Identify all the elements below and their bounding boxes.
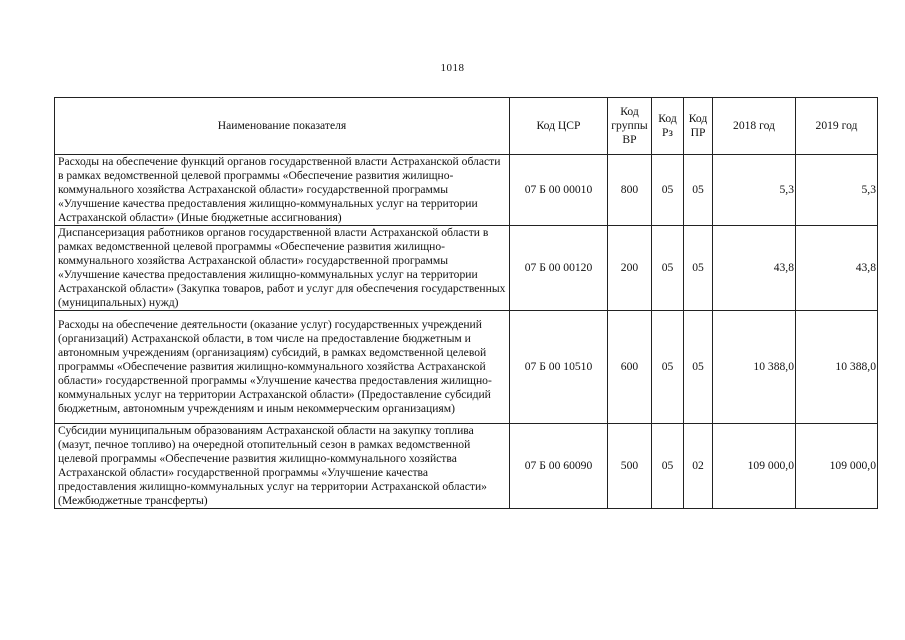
- row-amount-2018: 10 388,0: [713, 311, 796, 424]
- row-csr-code: 07 Б 00 00120: [510, 226, 608, 311]
- row-amount-2018: 43,8: [713, 226, 796, 311]
- row-pr-code: 05: [684, 155, 713, 226]
- row-rz-code: 05: [652, 424, 684, 509]
- row-csr-code: 07 Б 00 10510: [510, 311, 608, 424]
- row-amount-2019: 5,3: [796, 155, 878, 226]
- row-vr-code: 500: [608, 424, 652, 509]
- row-rz-code: 05: [652, 226, 684, 311]
- row-csr-code: 07 Б 00 00010: [510, 155, 608, 226]
- row-pr-code: 05: [684, 311, 713, 424]
- table-row: [55, 226, 878, 311]
- budget-table: [54, 97, 878, 509]
- row-vr-code: 600: [608, 311, 652, 424]
- table-row: [55, 155, 878, 226]
- table-row: [55, 424, 878, 509]
- row-amount-2019: 43,8: [796, 226, 878, 311]
- row-name: Субсидии муниципальным образованиям Астраханской области на закупку топлива (мазут, печное топливо) на очередной отопительный сезон в рамках ведомственной целевой программы «Обеспечение развития жилищно-коммунального хозяйства Астраханской области» государственной программы «Улучшение качества предоставления жилищно-коммунальных услуг на территории Астраханской области» (Межбюджетные трансферты): [55, 424, 510, 509]
- header-vr-code: Код группы ВР: [608, 98, 652, 155]
- table-row: [55, 311, 878, 424]
- row-amount-2019: 109 000,0: [796, 424, 878, 509]
- row-amount-2019: 10 388,0: [796, 311, 878, 424]
- table-header-row: [55, 98, 878, 155]
- row-amount-2018: 109 000,0: [713, 424, 796, 509]
- page-number: 1018: [440, 62, 465, 74]
- header-year-2019: 2019 год: [796, 98, 878, 155]
- header-rz-code: Код Рз: [652, 98, 684, 155]
- header-year-2018: 2018 год: [713, 98, 796, 155]
- row-name: Расходы на обеспечение деятельности (оказание услуг) государственных учреждений (организаций) Астраханской области, в том числе на предоставление бюджетным и автономным учреждениям (организациям) субсидий, в рамках ведомственной целевой программы «Обеспечение развития жилищно-коммунального хозяйства Астраханской области» государственной программы «Улучшение качества предоставления жилищно-коммунальных услуг на территории Астраханской области» (Предоставление субсидий бюджетным, автономным учреждениям и иным некоммерческим организациям): [55, 311, 510, 424]
- row-csr-code: 07 Б 00 60090: [510, 424, 608, 509]
- header-pr-code: Код ПР: [684, 98, 713, 155]
- header-name: Наименование показателя: [55, 98, 510, 155]
- row-name: Диспансеризация работников органов государственной власти Астраханской области в рамках ведомственной целевой программы «Обеспечение развития жилищно-коммунального хозяйства Астраханской области» государственной программы «Улучшение качества предоставления жилищно-коммунальных услуг на территории Астраханской области» (Закупка товаров, работ и услуг для обеспечения государственных (муниципальных) нужд): [55, 226, 510, 311]
- row-vr-code: 800: [608, 155, 652, 226]
- row-amount-2018: 5,3: [713, 155, 796, 226]
- row-pr-code: 02: [684, 424, 713, 509]
- header-csr-code: Код ЦСР: [510, 98, 608, 155]
- row-name: Расходы на обеспечение функций органов государственной власти Астраханской области в рамках ведомственной целевой программы «Обеспечение развития жилищно-коммунального хозяйства Астраханской области» государственной программы «Улучшение качества предоставления жилищно-коммунальных услуг на территории Астраханской области» (Иные бюджетные ассигнования): [55, 155, 510, 226]
- row-vr-code: 200: [608, 226, 652, 311]
- row-rz-code: 05: [652, 311, 684, 424]
- row-rz-code: 05: [652, 155, 684, 226]
- row-pr-code: 05: [684, 226, 713, 311]
